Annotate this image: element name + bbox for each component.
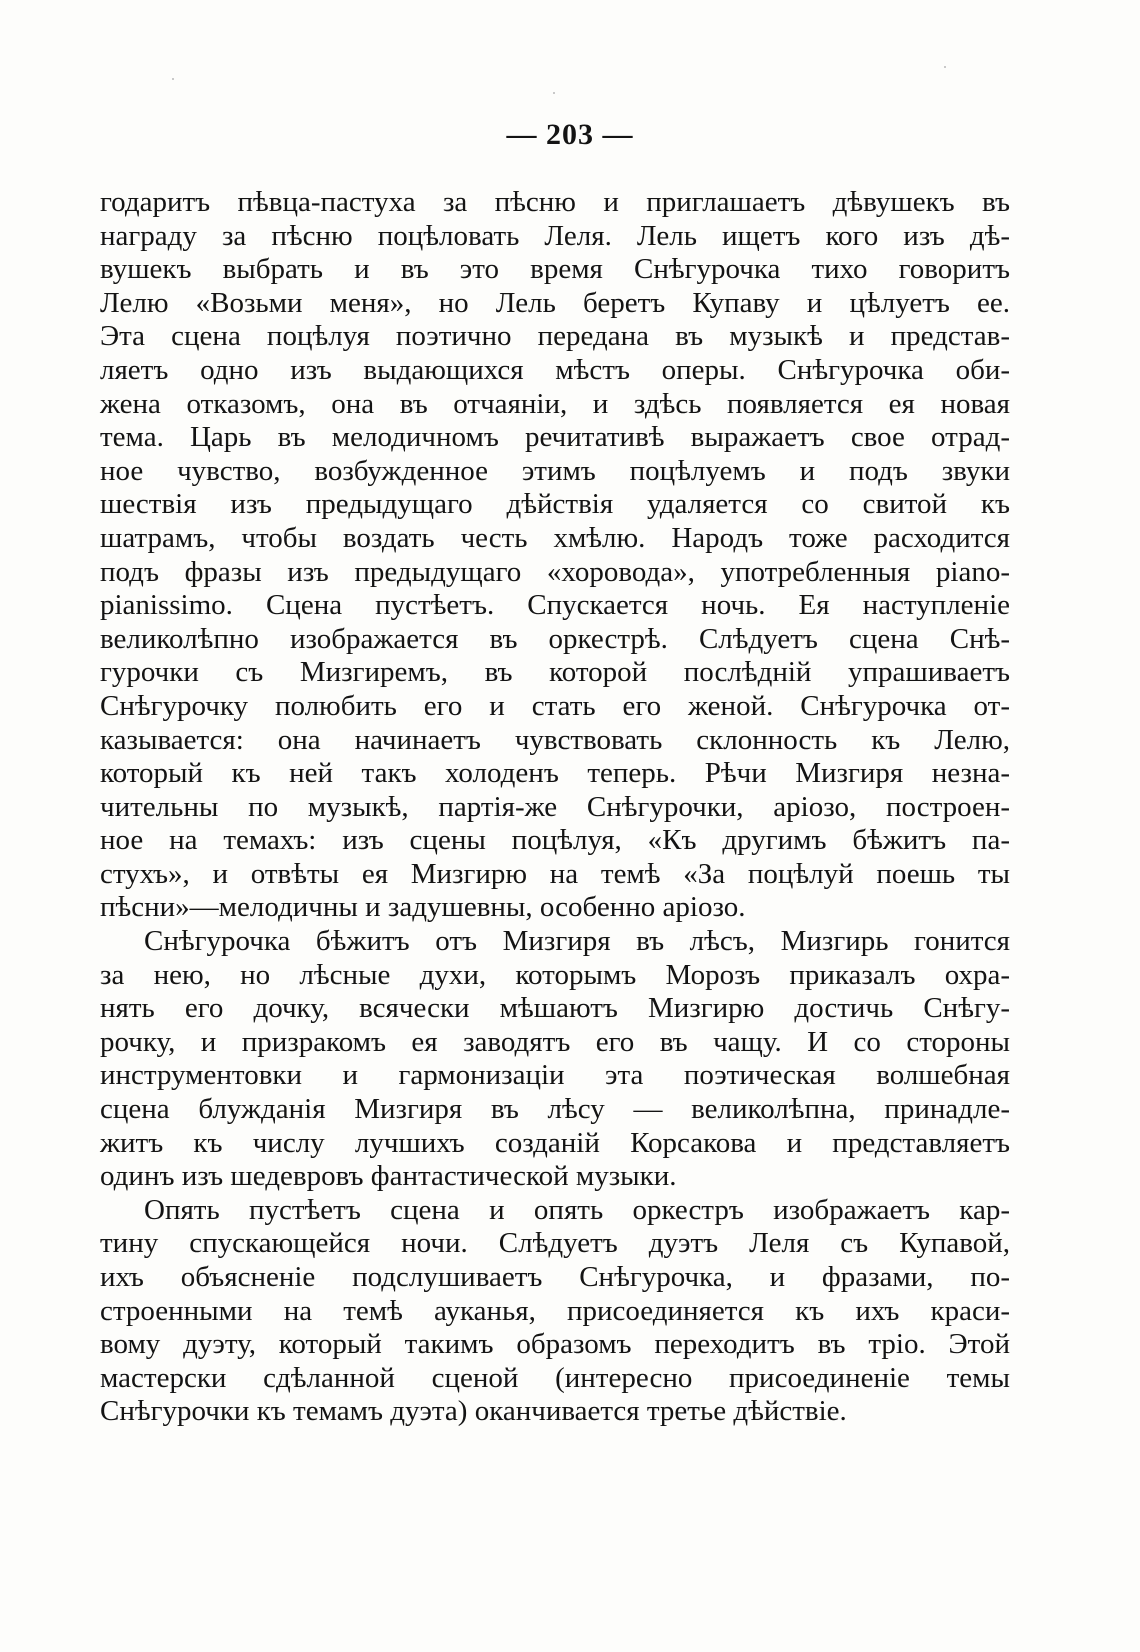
text-line: Снѣгурочку полюбить его и стать его женой. Снѣгурочка от- (100, 689, 1010, 722)
text-line: который къ ней такъ холоденъ теперь. Рѣчи Мизгиря незна- (100, 757, 1010, 790)
text-line: за нею, но лѣсные духи, которымъ Морозъ приказалъ охра- (100, 958, 1010, 991)
paragraph-2 (100, 925, 1010, 1194)
text-line: жена отказомъ, она въ отчаяніи, и здѣсь появляется ея новая (100, 387, 1010, 420)
text-line: тину спускающейся ночи. Слѣдуетъ дуэтъ Леля съ Купавой, (100, 1227, 1010, 1260)
text-line: ихъ объясненіе подслушиваетъ Снѣгурочка, и фразами, по- (100, 1261, 1010, 1293)
print-speck (944, 66, 946, 68)
text-line: шатрамъ, чтобы воздать честь хмѣлю. Народъ тоже расходится (100, 521, 1010, 554)
text-line: ное на темахъ: изъ сцены поцѣлуя, «Къ другимъ бѣжитъ па- (100, 824, 1010, 857)
text-line: шествія изъ предыдущаго дѣйствія удаляется со свитой къ (100, 488, 1010, 521)
paragraph-1 (100, 186, 1010, 925)
text-line: Эта сцена поцѣлуя поэтично передана въ музыкѣ и представ- (100, 320, 1010, 353)
page-number: — 203 — (506, 118, 634, 151)
text-line: пѣсни»—мелодичны и задушевны, особенно аріозо. (100, 891, 746, 924)
text-line: стухъ», и отвѣты ея Мизгирю на темѣ «За поцѣлуй поешь ты (100, 857, 1010, 890)
text-line: строенными на темѣ ауканья, присоединяется къ ихъ краси- (100, 1294, 1010, 1327)
text-line: награду за пѣсню поцѣловать Леля. Лель ищетъ кого изъ дѣ- (100, 219, 1010, 252)
text-line: житъ къ числу лучшихъ созданій Корсакова и представляетъ (100, 1126, 1010, 1159)
print-speck (553, 92, 555, 94)
text-line: вушекъ выбрать и въ это время Снѣгурочка тихо говоритъ (100, 253, 1010, 286)
text-line: Снѣгурочки къ темамъ дуэта) оканчивается третье дѣйствіе. (100, 1395, 847, 1428)
text-line: ное чувство, возбужденное этимъ поцѣлуемъ и подъ звуки (100, 454, 1010, 487)
text-line: Снѣгурочка бѣжитъ отъ Мизгиря въ лѣсъ, Мизгирь гонится (144, 925, 1010, 958)
print-speck (172, 78, 174, 80)
text-line: казывается: она начинаетъ чувствовать склонность къ Лелю, (100, 723, 1010, 756)
text-line: Опять пустѣетъ сцена и опять оркестръ изображаетъ кар- (144, 1193, 1010, 1226)
text-line: pianissimo. Сцена пустѣетъ. Спускается ночь. Ея наступленіе (100, 589, 1010, 622)
text-line: тема. Царь въ мелодичномъ речитативѣ выражаетъ свое отрад- (100, 421, 1010, 454)
text-line: рочку, и призракомъ ея заводятъ его въ чащу. И со стороны (100, 1025, 1010, 1058)
text-line: одинъ изъ шедевровъ фантастической музыки. (100, 1160, 677, 1193)
text-line: Лелю «Возьми меня», но Лель беретъ Купаву и цѣлуетъ ее. (100, 286, 1010, 319)
paragraph-3 (100, 1194, 1010, 1429)
text-line: сцена блужданія Мизгиря въ лѣсу — великолѣпна, принадле- (100, 1093, 1010, 1126)
text-line: годаритъ пѣвца-пастуха за пѣсню и приглашаетъ дѣвушекъ въ (100, 186, 1010, 218)
body-text (100, 186, 1010, 1429)
text-line: великолѣпно изображается въ оркестрѣ. Слѣдуетъ сцена Снѣ- (100, 622, 1010, 655)
text-line: чительны по музыкѣ, партія-же Снѣгурочки, аріозо, построен- (100, 790, 1010, 823)
text-line: ляетъ одно изъ выдающихся мѣстъ оперы. Снѣгурочка оби- (100, 353, 1010, 386)
text-line: инструментовки и гармонизаціи эта поэтическая волшебная (100, 1059, 1010, 1092)
text-line: подъ фразы изъ предыдущаго «хоровода», употребленныя piano- (100, 555, 1010, 588)
text-line: мастерски сдѣланной сценой (интересно присоединеніе темы (100, 1361, 1010, 1394)
text-line: вому дуэту, который такимъ образомъ переходитъ въ тріо. Этой (100, 1328, 1010, 1361)
text-line: нять его дочку, всячески мѣшаютъ Мизгирю достичь Снѣгу- (100, 992, 1010, 1025)
text-line: гурочки съ Мизгиремъ, въ которой послѣдній упрашиваетъ (100, 656, 1010, 689)
